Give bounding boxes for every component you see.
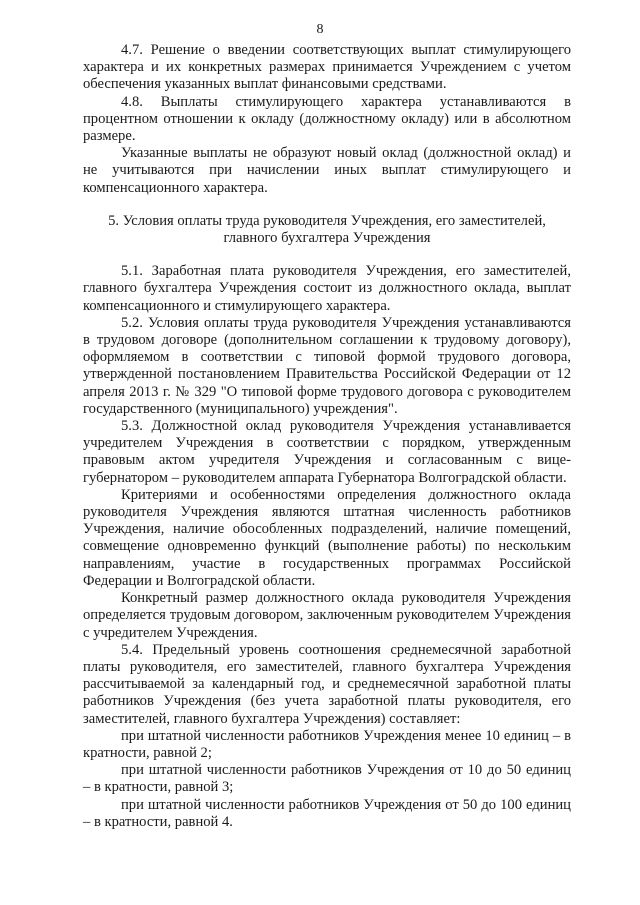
paragraph-payments-note: Указанные выплаты не образуют новый оклад (должностной оклад) и не учитываются при начислении иных выплат стимулирующего и компенсационного характера. [83, 145, 571, 196]
page-number: 8 [316, 22, 324, 37]
paragraph-4-7: 4.7. Решение о введении соответствующих выплат стимулирующего характера и их конкретных размерах принимается Учреждением с учетом обеспечения указанных выплат финансовыми средствами. [83, 42, 571, 93]
paragraph-4-8: 4.8. Выплаты стимулирующего характера устанавливаются в процентном отношении к окладу (должностному окладу) или в абсолютном размере. [83, 93, 571, 145]
paragraph-salary-size: Конкретный размер должностного оклада руководителя Учреждения определяется трудовым договором, заключенным руководителем Учреждения с учредителем Учреждения. [83, 590, 571, 641]
paragraph-5-4: 5.4. Предельный уровень соотношения среднемесячной заработной платы руководителя, его заместителей, главного бухгалтера Учреждения рассчитываемой за календарный год, и среднемесячной заработной платы работников Учреждения (без учета заработной платы руководителя, его заместителей, главного бухгалтера Учреждения) составляет: [83, 641, 571, 727]
paragraph-5-2: 5.2. Условия оплаты труда руководителя Учреждения устанавливаются в трудовом договоре (дополнительном соглашении к трудовому договору), оформляемом в соответствии с типовой формой трудового договора, утвержденной постановлением Правительства Российской Федерации от 12 апреля 2013 г. № 329 "О типовой форме трудового договора с руководителем государственного (муниципального) учреждения". [83, 314, 571, 417]
section-heading-line-2: главного бухгалтера Учреждения [223, 230, 431, 247]
list-item-ratio-2: при штатной численности работников Учреждения менее 10 единиц – в кратности, равной 2; [83, 727, 571, 761]
list-item-ratio-4: при штатной численности работников Учреждения от 50 до 100 единиц – в кратности, равной 4. [83, 796, 571, 830]
list-item-ratio-3: при штатной численности работников Учреждения от 10 до 50 единиц – в кратности, равной 3; [83, 762, 571, 796]
section-heading-line-1: 5. Условия оплаты труда руководителя Учреждения, его заместителей, [108, 212, 546, 229]
paragraph-5-3: 5.3. Должностной оклад руководителя Учреждения устанавливается учредителем Учреждения в соответствии с порядком, утвержденным правовым актом учредителя Учреждения и согласованным с вице-губернатором – руководителем аппарата Губернатора Волгоградской области. [83, 418, 571, 486]
document-body [83, 42, 571, 831]
paragraph-criteria: Критериями и особенностями определения должностного оклада руководителя Учреждения являются штатная численность работников Учреждения, наличие обособленных подразделений, наличие помещений, совмещение одновременно функций (выполнение работы) по нескольким направлениям, участие в государственных программах Российской Федерации и Волгоградской области. [83, 486, 571, 589]
paragraph-5-1: 5.1. Заработная плата руководителя Учреждения, его заместителей, главного бухгалтера Учреждения состоит из должностного оклада, выплат компенсационного и стимулирующего характера. [83, 263, 571, 314]
section-heading [83, 213, 571, 247]
